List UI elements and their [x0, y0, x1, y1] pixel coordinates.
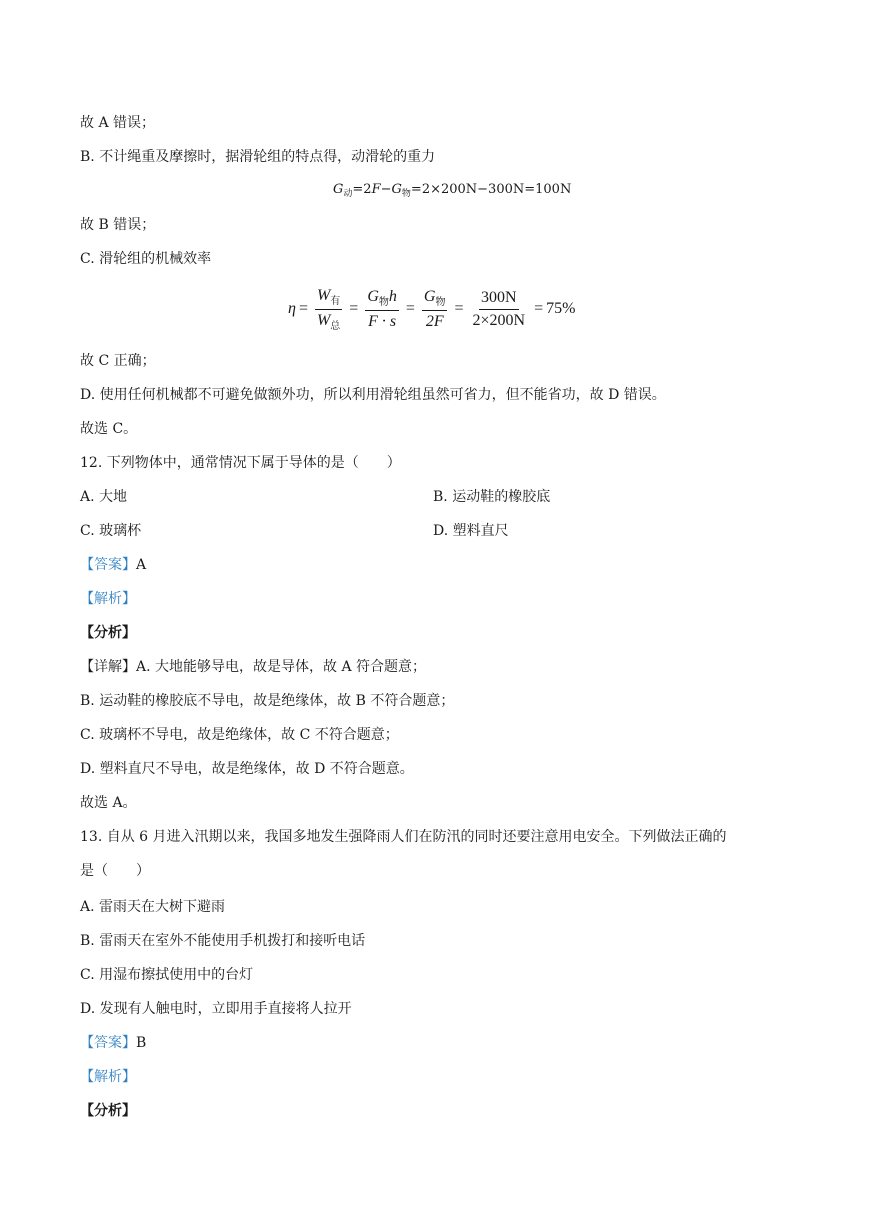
answer-value: A	[136, 557, 147, 573]
formula-denominator: F · s	[368, 312, 397, 330]
option-b: B. 雷雨天在室外不能使用手机拨打和接听电话	[80, 933, 366, 949]
fraction	[471, 289, 528, 330]
formula-dynamic-pulley-weight	[333, 181, 571, 203]
question-12: 12. 下列物体中，通常情况下属于导体的是（ ）	[80, 455, 401, 471]
text-line: C. 玻璃杯不导电，故是绝缘体，故 C 不符合题意；	[80, 727, 399, 743]
question-13: 13. 自从 6 月进入汛期以来，我国多地发生强降雨人们在防汛的同时还要注意用电安全。下列做法正确的	[80, 829, 727, 845]
text-line: 故 B 错误；	[80, 217, 156, 233]
answer-tag: 【答案】	[80, 1035, 136, 1051]
option-a: A. 大地	[80, 489, 128, 505]
formula-efficiency	[288, 286, 575, 332]
formula-symbol: η	[288, 300, 296, 317]
formula-subscript: 有	[330, 295, 341, 307]
option-b: B. 运动鞋的橡胶底	[433, 489, 551, 505]
answer-tag: 【答案】	[80, 557, 136, 573]
formula-operator: =	[298, 300, 308, 317]
formula-symbol: h	[388, 287, 397, 305]
question-13-cont: 是（ ）	[80, 863, 150, 879]
detail-tag: 【详解】	[80, 659, 136, 675]
text-line: D. 使用任何机械都不可避免做额外功，所以利用滑轮组虽然可省力，但不能省功，故 D 错误。	[80, 387, 666, 403]
analysis-tag: 【解析】	[80, 591, 136, 607]
formula-operator: =	[454, 300, 464, 317]
text-line: D. 塑料直尺不导电，故是绝缘体，故 D 不符合题意。	[80, 761, 414, 777]
text-line: 故 C 正确；	[80, 353, 156, 369]
detail-text: A. 大地能够导电，故是导体，故 A 符合题意；	[136, 659, 427, 675]
formula-symbol: W	[316, 286, 331, 304]
formula-symbol: G	[423, 287, 436, 305]
option-d: D. 发现有人触电时，立即用手直接将人拉开	[80, 1001, 352, 1017]
option-d: D. 塑料直尺	[433, 523, 509, 539]
formula-subscript: 物	[435, 296, 446, 308]
formula-symbol: F	[371, 182, 381, 197]
answer-row	[80, 556, 146, 574]
fraction	[422, 288, 448, 331]
formula-operator: =	[349, 300, 359, 317]
text-line: 故选 A。	[80, 795, 137, 811]
option-c: C. 用湿布擦拭使用中的台灯	[80, 967, 254, 983]
fraction	[365, 288, 399, 331]
formula-text: =2	[352, 182, 372, 197]
fraction	[315, 287, 342, 332]
analysis-tag: 【解析】	[80, 1069, 136, 1085]
formula-text: −	[380, 182, 392, 197]
formula-operator: =	[405, 300, 415, 317]
formula-text: =2×200N−300N=100N	[410, 182, 572, 197]
formula-symbol: G	[333, 182, 344, 197]
formula-operator: =	[534, 300, 544, 317]
option-c: C. 玻璃杯	[80, 523, 142, 539]
fenxi-heading: 【分析】	[80, 625, 136, 641]
formula-result: 75%	[546, 300, 576, 317]
formula-symbol: W	[316, 311, 331, 329]
answer-row	[80, 1034, 146, 1052]
text-line: B. 不计绳重及摩擦时，据滑轮组的特点得，动滑轮的重力	[80, 149, 436, 165]
text-line: 故 A 错误；	[80, 115, 156, 131]
text-line: B. 运动鞋的橡胶底不导电，故是绝缘体，故 B 不符合题意；	[80, 693, 455, 709]
formula-denominator: 2×200N	[472, 311, 526, 329]
text-line: 故选 C。	[80, 421, 138, 437]
formula-denominator: 2F	[425, 312, 444, 330]
detail-row	[80, 658, 426, 676]
option-a: A. 雷雨天在大树下避雨	[80, 899, 226, 915]
formula-symbol: G	[367, 287, 379, 305]
formula-subscript: 总	[330, 320, 341, 332]
fenxi-heading: 【分析】	[80, 1103, 136, 1119]
formula-subscript: 物	[378, 296, 389, 308]
formula-subscript: 物	[401, 189, 411, 199]
formula-subscript: 动	[343, 189, 353, 199]
formula-symbol: G	[391, 182, 402, 197]
answer-value: B	[136, 1035, 147, 1051]
formula-numerator: 300N	[479, 289, 519, 310]
text-line: C. 滑轮组的机械效率	[80, 251, 212, 267]
